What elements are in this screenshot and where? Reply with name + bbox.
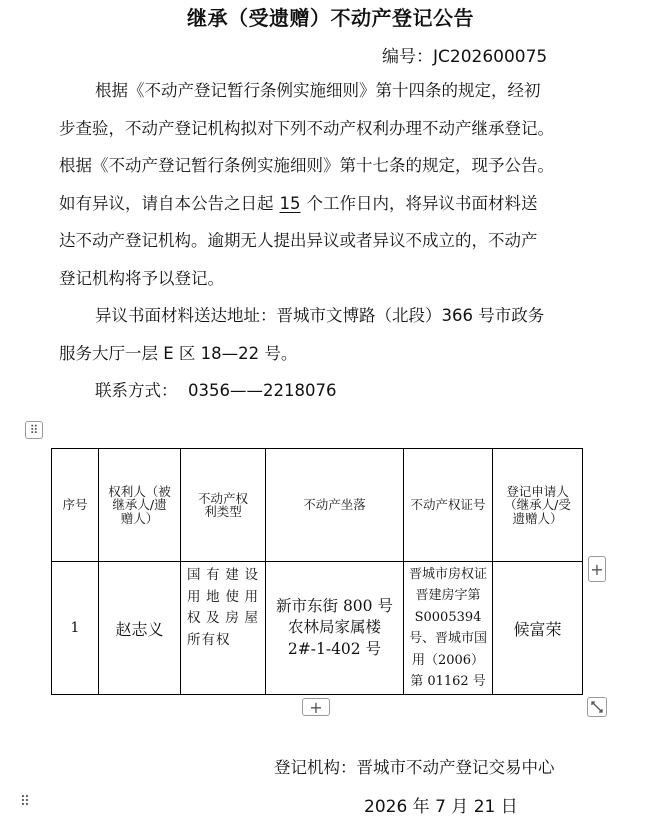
notice-body-paragraph (59, 72, 599, 298)
header-seq[interactable]: 序号 (52, 449, 99, 562)
body-line-5: 达不动产登记机构。逾期无人提出异议或者异议不成立的，不动产 (59, 231, 538, 251)
contact-label: 联系方式： (95, 381, 178, 400)
table-row (52, 562, 583, 695)
objection-prefix: 如有异议，请自本公告之日起 (59, 193, 274, 213)
add-row-button[interactable]: + (302, 698, 330, 716)
contact-value: 0356——2218076 (188, 381, 337, 400)
contact-line (59, 372, 635, 410)
notice-title: 继承（受遗赠）不动产登记公告 (187, 6, 474, 30)
notice-date: 2026 年 7 月 21 日 (364, 797, 518, 817)
cell-cert-no[interactable]: 晋城市房权证晋建房字第 S0005394 号、晋城市国用（2006）第 01162 号 (404, 562, 493, 695)
cell-holder[interactable]: 赵志义 (99, 562, 181, 695)
cell-right-type[interactable]: 国有建设用地使用权及房屋所有权 (181, 562, 266, 695)
notice-number-label: 编号： (382, 47, 433, 67)
body-line-2: 步查验，不动产登记机构拟对下列不动产权利办理不动产继承登记。 (59, 118, 554, 138)
header-cert-no[interactable]: 不动产权证号 (404, 449, 493, 562)
body-line-3: 根据《不动产登记暂行条例实施细则》第十七条的规定，现予公告。 (59, 156, 554, 176)
table-header-row (52, 449, 583, 562)
notice-number (382, 42, 547, 67)
header-holder[interactable]: 权利人（被继承人/遗赠人） (99, 449, 181, 562)
cell-applicant[interactable]: 候富荣 (493, 562, 583, 695)
notice-number-value: JC202600075 (433, 47, 548, 67)
issuer-line: 登记机构：晋城市不动产登记交易中心 (274, 758, 555, 777)
header-location[interactable]: 不动产坐落 (266, 449, 404, 562)
body-line-1: 根据《不动产登记暂行条例实施细则》第十四条的规定，经初 (95, 81, 541, 100)
body-line-6: 登记机构将予以登记。 (59, 268, 224, 288)
address-line-1: 异议书面材料送达地址：晋城市文博路（北段）366 号市政务 (95, 306, 545, 325)
cell-seq[interactable]: 1 (52, 562, 99, 695)
header-right-type[interactable]: 不动产权利类型 (181, 449, 266, 562)
address-paragraph (59, 297, 599, 372)
add-column-button[interactable]: + (588, 556, 606, 582)
objection-days: 15 (279, 193, 301, 213)
objection-suffix: 个工作日内，将异议书面材料送 (306, 193, 538, 213)
table-move-handle-icon[interactable]: ⠿ (25, 421, 43, 439)
header-applicant[interactable]: 登记申请人（继承人/受遗赠人） (493, 449, 583, 562)
table-resize-handle-icon[interactable] (587, 697, 607, 717)
body-line-4 (59, 185, 599, 223)
cell-location[interactable]: 新市东街 800 号农林局家属楼 2#-1-402 号 (266, 562, 404, 695)
resize-corner-icon (591, 701, 603, 713)
address-line-2: 服务大厅一层 E 区 18—22 号。 (59, 343, 298, 363)
block-drag-handle-icon[interactable]: ⠿ (16, 793, 34, 811)
registration-table (51, 448, 583, 695)
